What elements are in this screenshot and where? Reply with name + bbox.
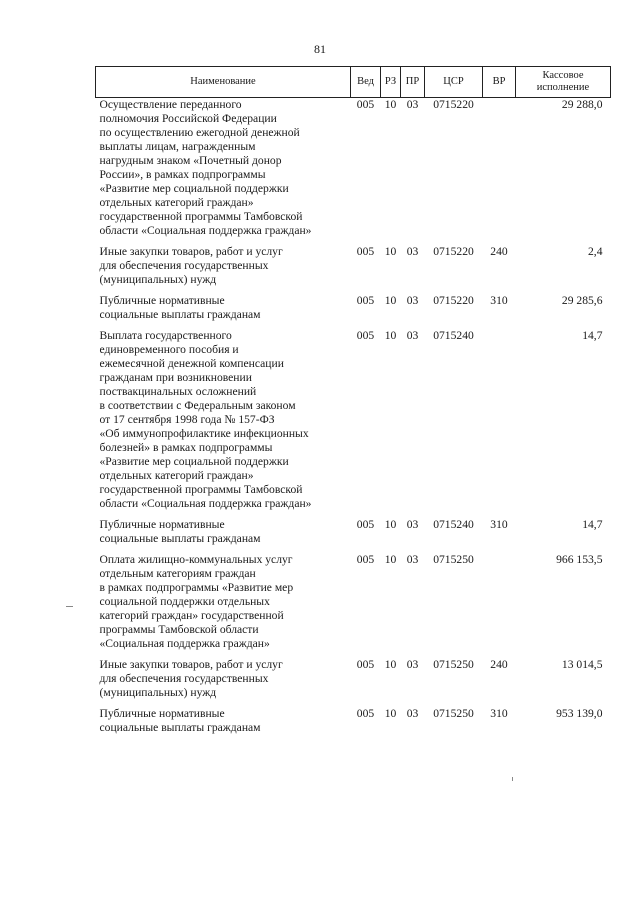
row-csr: 0715220 bbox=[433, 294, 474, 307]
row-ved: 005 bbox=[356, 98, 375, 111]
row-amount: 953 139,0 bbox=[556, 707, 603, 720]
row-pr: 03 bbox=[406, 658, 419, 671]
row-name: Иные закупки товаров, работ и услуг для обеспечения государственных (муниципальных) нужд bbox=[99, 658, 283, 699]
row-pr: 03 bbox=[406, 707, 419, 720]
table-header-row bbox=[96, 67, 611, 98]
row-rz: 10 bbox=[384, 518, 397, 531]
header-pr: ПР bbox=[401, 67, 425, 98]
row-ved: 005 bbox=[356, 553, 375, 566]
row-csr: 0715220 bbox=[433, 98, 474, 111]
scan-mark bbox=[66, 606, 73, 607]
row-pr: 03 bbox=[406, 98, 419, 111]
table-row bbox=[96, 707, 611, 742]
row-amount: 966 153,5 bbox=[556, 553, 603, 566]
row-vr: 240 bbox=[490, 245, 508, 258]
row-name: Осуществление переданного полномочия Российской Федерации по осуществлению ежегодной денежной выплаты лицам, награжденным нагрудным знаком «Почетный донор России», в рамках подпрограммы «Развитие мер социальной поддержки отдельных категорий граждан» государственной программы Тамбовской области «Социальная поддержка граждан» bbox=[99, 98, 312, 237]
row-rz: 10 bbox=[384, 658, 397, 671]
row-ved: 005 bbox=[356, 518, 375, 531]
row-name: Публичные нормативные социальные выплаты гражданам bbox=[99, 518, 261, 545]
header-ved: Вед bbox=[351, 67, 381, 98]
table-row bbox=[96, 658, 611, 707]
row-amount: 2,4 bbox=[588, 245, 603, 258]
row-rz: 10 bbox=[384, 553, 397, 566]
row-vr: 310 bbox=[490, 707, 508, 720]
row-vr: 310 bbox=[490, 518, 508, 531]
row-pr: 03 bbox=[406, 245, 419, 258]
row-name: Оплата жилищно-коммунальных услуг отдельным категориям граждан в рамках подпрограммы «Развитие мер социальной поддержки отдельных категорий граждан» государственной программы Тамбовской области «Социальная поддержка граждан» bbox=[99, 553, 294, 650]
row-rz: 10 bbox=[384, 707, 397, 720]
row-ved: 005 bbox=[356, 294, 375, 307]
row-csr: 0715250 bbox=[433, 553, 474, 566]
row-amount: 29 288,0 bbox=[561, 98, 603, 111]
row-ved: 005 bbox=[356, 658, 375, 671]
row-amount: 13 014,5 bbox=[561, 658, 603, 671]
header-rz: РЗ bbox=[381, 67, 401, 98]
header-vr: ВР bbox=[483, 67, 516, 98]
row-rz: 10 bbox=[384, 245, 397, 258]
row-name: Публичные нормативные социальные выплаты гражданам bbox=[99, 707, 261, 734]
row-pr: 03 bbox=[406, 553, 419, 566]
header-name: Наименование bbox=[96, 67, 351, 98]
header-csr: ЦСР bbox=[425, 67, 483, 98]
row-rz: 10 bbox=[384, 329, 397, 342]
table-row bbox=[96, 518, 611, 553]
row-vr: 310 bbox=[490, 294, 508, 307]
table-row bbox=[96, 553, 611, 658]
row-amount: 14,7 bbox=[582, 329, 603, 342]
row-amount: 14,7 bbox=[582, 518, 603, 531]
row-pr: 03 bbox=[406, 518, 419, 531]
header-amount: Кассовое исполнение bbox=[516, 67, 611, 98]
row-ved: 005 bbox=[356, 245, 375, 258]
row-csr: 0715240 bbox=[433, 329, 474, 342]
budget-table bbox=[95, 66, 611, 742]
scan-mark bbox=[512, 777, 513, 781]
row-vr bbox=[483, 98, 516, 246]
row-vr bbox=[483, 553, 516, 658]
row-pr: 03 bbox=[406, 294, 419, 307]
table-row bbox=[96, 294, 611, 329]
row-vr: 240 bbox=[490, 658, 508, 671]
table-body bbox=[96, 98, 611, 743]
row-csr: 0715240 bbox=[433, 518, 474, 531]
row-csr: 0715220 bbox=[433, 245, 474, 258]
row-csr: 0715250 bbox=[433, 707, 474, 720]
row-rz: 10 bbox=[384, 294, 397, 307]
page-number: 81 bbox=[314, 42, 326, 56]
row-vr bbox=[483, 329, 516, 518]
row-pr: 03 bbox=[406, 329, 419, 342]
table-row bbox=[96, 329, 611, 518]
table-row bbox=[96, 245, 611, 294]
row-name: Публичные нормативные социальные выплаты гражданам bbox=[99, 294, 261, 321]
row-name: Иные закупки товаров, работ и услуг для обеспечения государственных (муниципальных) нужд bbox=[99, 245, 283, 286]
table-row bbox=[96, 98, 611, 246]
row-name: Выплата государственного единовременного пособия и ежемесячной денежной компенсации гражданам при возникновении поствакцинальных осложнений в соответствии с Федеральным законом от 17 сентября 1998 года № 157-ФЗ «Об иммунопрофилактике инфекционных болезней» в рамках подпрограммы «Развитие мер социальной поддержки отдельных категорий граждан» государственной программы Тамбовской области «Социальная поддержка граждан» bbox=[99, 329, 312, 510]
row-ved: 005 bbox=[356, 707, 375, 720]
row-csr: 0715250 bbox=[433, 658, 474, 671]
row-rz: 10 bbox=[384, 98, 397, 111]
row-amount: 29 285,6 bbox=[561, 294, 603, 307]
row-ved: 005 bbox=[356, 329, 375, 342]
